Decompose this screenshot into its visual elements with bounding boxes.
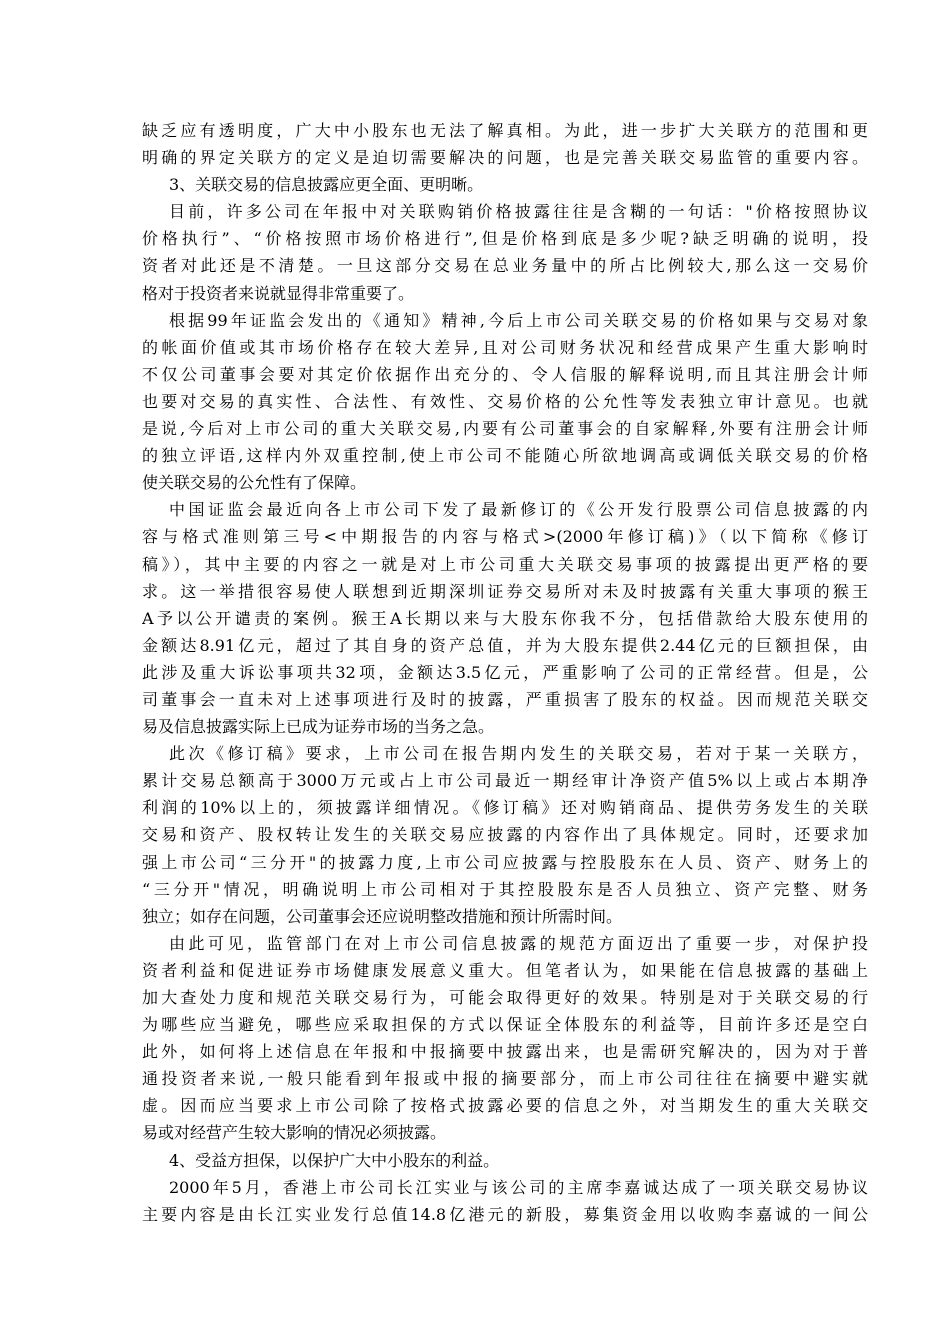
- text-line: 此次《修订稿》要求，上市公司在报告期内发生的关联交易，若对于某一关联方，: [169, 744, 868, 764]
- text-line: 加大查处力度和规范关联交易行为，可能会取得更好的效果。特别是对于关联交易的行: [142, 988, 868, 1007]
- text-line: 根据99年证监会发出的《通知》精神,今后上市公司关联交易的价格如果与交易对象: [169, 310, 868, 330]
- text-line: 3、关联交易的信息披露应更全面、更明晰。: [169, 175, 484, 195]
- text-line: 由此可见，监管部门在对上市公司信息披露的规范方面迈出了重要一步，对保护投: [169, 933, 868, 953]
- text-line: 金额达8.91亿元，超过了其自身的资产总值，并为大股东提供2.44亿元的巨额担保，由: [142, 635, 868, 655]
- text-line: 交易和资产、股权转让发生的关联交易应披露的内容作出了具体规定。同时，还要求加: [142, 825, 868, 845]
- text-line: 易或对经营产生较大影响的情况必须披露。: [142, 1123, 447, 1143]
- text-line: 的帐面价值或其市场价格存在较大差异,且对公司财务状况和经营成果产生重大影响时: [142, 337, 868, 357]
- text-line: 2000年5月，香港上市公司长江实业与该公司的主席李嘉诚达成了一项关联交易协议: [169, 1177, 868, 1197]
- text-line: 稿》），其中主要的内容之一就是对上市公司重大关联交易事项的披露提出更严格的要: [142, 554, 868, 574]
- text-line: 利润的10%以上的，须披露详细情况。《修订稿》还对购销商品、提供劳务发生的关联: [142, 798, 868, 818]
- text-line: 缺乏应有透明度，广大中小股东也无法了解真相。为此，进一步扩大关联方的范围和更: [142, 121, 868, 140]
- text-line: 资者利益和促进证券市场健康发展意义重大。但笔者认为，如果能在信息披露的基础上: [142, 960, 868, 980]
- text-line: 独立；如存在问题，公司董事会还应说明整改措施和预计所需时间。: [142, 906, 623, 926]
- text-line: 的独立评语,这样内外双重控制,使上市公司不能随心所欲地调高或调低关联交易的价格: [142, 446, 868, 466]
- text-line: 不仅公司董事会要对其定价依据作出充分的、令人信服的解释说明,而且其注册会计师: [142, 364, 868, 384]
- text-line: 容与格式准则第三号<中期报告的内容与格式>(2000年修订稿)》（以下简称《修订: [142, 527, 868, 547]
- text-line: 中国证监会最近向各上市公司下发了最新修订的《公开发行股票公司信息披露的内: [169, 500, 868, 520]
- text-line: 强上市公司“三分开"的披露力度,上市公司应披露与控股股东在人员、资产、财务上的: [142, 852, 868, 872]
- text-line: 4、受益方担保，以保护广大中小股东的利益。: [169, 1150, 500, 1170]
- text-line: 目前，许多公司在年报中对关联购销价格披露往往是含糊的一句话："价格按照协议: [169, 202, 868, 222]
- text-line: 虚。因而应当要求上市公司除了按格式披露必要的信息之外，对当期发生的重大关联交: [142, 1096, 868, 1116]
- text-line: “三分开"情况，明确说明上市公司相对于其控股股东是否人员独立、资产完整、财务: [142, 879, 868, 899]
- text-line: 为哪些应当避免，哪些应采取担保的方式以保证全体股东的利益等，目前许多还是空白: [142, 1015, 868, 1035]
- text-line: 累计交易总额高于3000万元或占上市公司最近一期经审计净资产值5%以上或占本期净: [142, 771, 868, 791]
- document-body: [142, 117, 868, 1228]
- text-line: 格对于投资者来说就显得非常重要了。: [142, 283, 415, 303]
- text-line: 主要内容是由长江实业发行总值14.8亿港元的新股，募集资金用以收购李嘉诚的一间公: [142, 1204, 868, 1224]
- text-line: 司董事会一直未对上述事项进行及时的披露，严重损害了股东的权益。因而规范关联交: [142, 689, 868, 709]
- text-line: A予以公开谴责的案例。猴王A长期以来与大股东你我不分，包括借款给大股东使用的: [142, 608, 868, 628]
- text-line: 价格执行”、“价格按照市场价格进行”,但是价格到底是多少呢?缺乏明确的说明，投: [142, 229, 868, 249]
- text-line: 此涉及重大诉讼事项共32项，金额达3.5亿元，严重影响了公司的正常经营。但是，公: [142, 662, 868, 682]
- text-line: 资者对此还是不清楚。一旦这部分交易在总业务量中的所占比例较大,那么这一交易价: [142, 256, 868, 276]
- text-line: 通投资者来说,一般只能看到年报或中报的摘要部分，而上市公司往往在摘要中避实就: [142, 1069, 868, 1089]
- text-line: 易及信息披露实际上已成为证券市场的当务之急。: [142, 717, 495, 737]
- text-line: 使关联交易的公允性有了保障。: [142, 473, 367, 493]
- text-line: 也要对交易的真实性、合法性、有效性、交易价格的公允性等发表独立审计意见。也就: [142, 391, 868, 411]
- text-line: 是说,今后对上市公司的重大关联交易,内要有公司董事会的自家解释,外要有注册会计师: [142, 419, 868, 439]
- text-line: 明确的界定关联方的定义是迫切需要解决的问题，也是完善关联交易监管的重要内容。: [142, 148, 868, 168]
- text-line: 此外，如何将上述信息在年报和中报摘要中披露出来，也是需研究解决的，因为对于普: [142, 1042, 868, 1062]
- text-line: 求。这一举措很容易使人联想到近期深圳证券交易所对未及时披露有关重大事项的猴王: [142, 581, 868, 601]
